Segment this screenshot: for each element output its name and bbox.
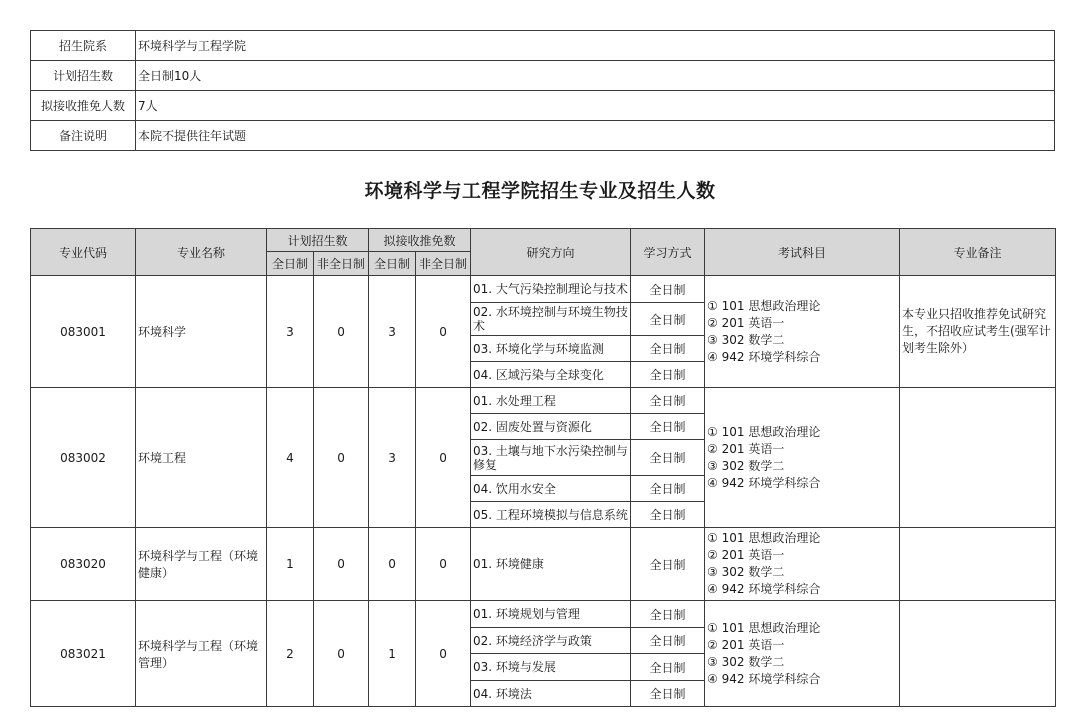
program-table [30, 228, 1056, 707]
research-direction: 02. 水环境控制与环境生物技术 [471, 303, 631, 336]
page-title: 环境科学与工程学院招生专业及招生人数 [364, 180, 716, 202]
recommend-full-time: 1 [369, 601, 416, 707]
header-code: 专业代码 [31, 229, 136, 276]
exam-subject-item: ③ 302 数学二 [707, 565, 785, 579]
exam-subject-item: ③ 302 数学二 [707, 332, 785, 347]
info-label: 拟接收推免人数 [31, 91, 136, 121]
table-row [31, 601, 1056, 628]
exam-subjects [705, 528, 900, 601]
header-study-mode: 学习方式 [631, 229, 705, 276]
research-direction: 01. 环境规划与管理 [471, 601, 631, 628]
plan-part-time: 0 [314, 528, 369, 601]
header-name: 专业名称 [136, 229, 267, 276]
exam-subject-item: ③ 302 数学二 [707, 654, 785, 669]
exam-subject-item: ① 101 思想政治理论 [707, 620, 821, 635]
program-note-line: 生，不招收应试考生(强军计 [902, 324, 1051, 338]
exam-subject-item: ③ 302 数学二 [707, 458, 785, 473]
research-direction: 04. 环境法 [471, 681, 631, 707]
exam-subject-item: ② 201 英语一 [707, 315, 785, 330]
info-value: 7人 [136, 91, 1055, 121]
info-row-department [31, 31, 1055, 61]
program-code: 083002 [31, 388, 136, 528]
research-direction: 03. 环境化学与环境监测 [471, 336, 631, 362]
program-note [900, 601, 1056, 707]
research-direction: 04. 区域污染与全球变化 [471, 362, 631, 388]
study-mode: 全日制 [631, 502, 705, 528]
plan-part-time: 0 [314, 388, 369, 528]
header-note: 专业备注 [900, 229, 1056, 276]
plan-part-time: 0 [314, 601, 369, 707]
study-mode: 全日制 [631, 276, 705, 303]
info-row-recommend [31, 91, 1055, 121]
info-value: 全日制10人 [136, 61, 1055, 91]
research-direction: 02. 固废处置与资源化 [471, 414, 631, 440]
research-direction: 03. 土壤与地下水污染控制与修复 [471, 440, 631, 476]
table-row [31, 388, 1056, 414]
exam-subject-item: ① 101 思想政治理论 [707, 298, 821, 313]
program-code: 083020 [31, 528, 136, 601]
program-name: 环境科学与工程（环境健康） [136, 528, 267, 601]
info-label: 计划招生数 [31, 61, 136, 91]
plan-full-time: 1 [267, 528, 314, 601]
program-note [900, 528, 1056, 601]
program-name: 环境科学 [136, 276, 267, 388]
program-code: 083021 [31, 601, 136, 707]
research-direction: 01. 环境健康 [471, 528, 631, 601]
info-row-plan [31, 61, 1055, 91]
study-mode: 全日制 [631, 476, 705, 502]
header-plan-full-time: 全日制 [267, 252, 314, 276]
program-note [900, 388, 1056, 528]
table-row [31, 528, 1056, 601]
exam-subject-item: ④ 942 环境学科综合 [707, 671, 821, 686]
research-direction: 05. 工程环境模拟与信息系统 [471, 502, 631, 528]
recommend-full-time: 3 [369, 276, 416, 388]
program-name: 环境工程 [136, 388, 267, 528]
plan-part-time: 0 [314, 276, 369, 388]
plan-full-time: 2 [267, 601, 314, 707]
exam-subject-item: ② 201 英语一 [707, 637, 785, 652]
program-note-line: 本专业只招收推荐免试研究 [902, 307, 1047, 321]
info-value: 环境科学与工程学院 [136, 31, 1055, 61]
info-value: 本院不提供往年试题 [136, 121, 1055, 151]
info-label: 备注说明 [31, 121, 136, 151]
program-name: 环境科学与工程（环境管理） [136, 601, 267, 707]
program-code: 083001 [31, 276, 136, 388]
exam-subject-item: ④ 942 环境学科综合 [707, 475, 821, 490]
research-direction: 02. 环境经济学与政策 [471, 628, 631, 654]
plan-full-time: 4 [267, 388, 314, 528]
table-row [31, 276, 1056, 303]
recommend-part-time: 0 [416, 528, 471, 601]
info-label: 招生院系 [31, 31, 136, 61]
program-note [900, 276, 1056, 388]
recommend-part-time: 0 [416, 276, 471, 388]
exam-subject-item: ② 201 英语一 [707, 548, 785, 562]
exam-subject-item: ① 101 思想政治理论 [707, 531, 821, 545]
header-plan: 计划招生数 [267, 229, 369, 252]
recommend-part-time: 0 [416, 388, 471, 528]
study-mode: 全日制 [631, 362, 705, 388]
header-recommend: 拟接收推免数 [369, 229, 471, 252]
admission-info-table [30, 30, 1055, 151]
research-direction: 01. 大气污染控制理论与技术 [471, 276, 631, 303]
recommend-part-time: 0 [416, 601, 471, 707]
study-mode: 全日制 [631, 628, 705, 654]
study-mode: 全日制 [631, 528, 705, 601]
exam-subjects [705, 601, 900, 707]
exam-subject-item: ① 101 思想政治理论 [707, 424, 821, 439]
research-direction: 04. 饮用水安全 [471, 476, 631, 502]
study-mode: 全日制 [631, 388, 705, 414]
exam-subjects [705, 276, 900, 388]
plan-full-time: 3 [267, 276, 314, 388]
exam-subject-item: ② 201 英语一 [707, 441, 785, 456]
header-rec-full-time: 全日制 [369, 252, 416, 276]
header-plan-part-time: 非全日制 [314, 252, 369, 276]
study-mode: 全日制 [631, 601, 705, 628]
study-mode: 全日制 [631, 303, 705, 336]
recommend-full-time: 0 [369, 528, 416, 601]
study-mode: 全日制 [631, 654, 705, 681]
table-header-row [31, 229, 1056, 252]
header-direction: 研究方向 [471, 229, 631, 276]
research-direction: 01. 水处理工程 [471, 388, 631, 414]
study-mode: 全日制 [631, 681, 705, 707]
program-note-line: 划考生除外） [902, 341, 975, 355]
header-exam: 考试科目 [705, 229, 900, 276]
exam-subject-item: ④ 942 环境学科综合 [707, 349, 821, 364]
header-rec-part-time: 非全日制 [416, 252, 471, 276]
research-direction: 03. 环境与发展 [471, 654, 631, 681]
recommend-full-time: 3 [369, 388, 416, 528]
study-mode: 全日制 [631, 440, 705, 476]
exam-subject-item: ④ 942 环境学科综合 [707, 582, 821, 596]
study-mode: 全日制 [631, 336, 705, 362]
study-mode: 全日制 [631, 414, 705, 440]
exam-subjects [705, 388, 900, 528]
info-row-notes [31, 121, 1055, 151]
